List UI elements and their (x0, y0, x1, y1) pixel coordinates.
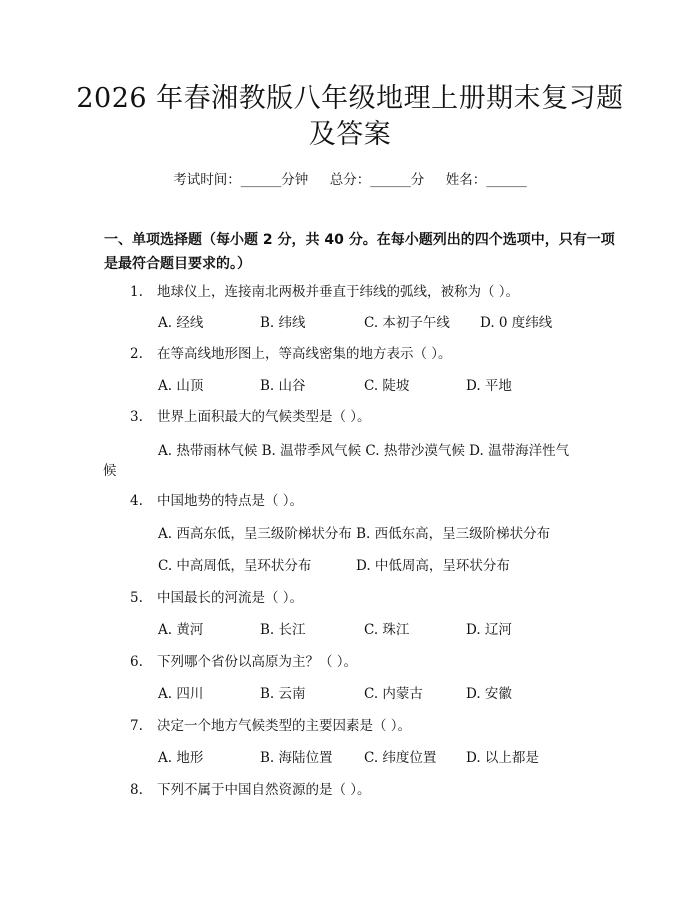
option-a: A. 黄河 (158, 622, 204, 638)
question-stem: 下列哪个省份以高原为主？（ ）。 (157, 654, 358, 670)
question-number: 6. (130, 654, 143, 670)
exam-info-line: 考试时间：______分钟 总分：______分 姓名：______ (173, 172, 527, 188)
option-d: D. 以上都是 (466, 750, 539, 766)
option-b: B. 海陆位置 (260, 750, 333, 766)
page-title-line-2: 及答案 (308, 119, 392, 150)
section-1-heading (104, 228, 615, 276)
question-stem: 在等高线地形图上，等高线密集的地方表示（ ）。 (157, 346, 452, 362)
question-number: 7. (130, 718, 143, 734)
question-number: 8. (130, 782, 143, 798)
option-a: A. 四川 (158, 686, 204, 702)
option-c: C. 中高周低，呈环状分布 (158, 558, 312, 574)
question-stem: 中国地势的特点是（ ）。 (157, 493, 304, 509)
option-d: D. 中低周高，呈环状分布 (356, 558, 510, 574)
options-line-ab: A. 西高东低，呈三级阶梯状分布 B. 西低东高，呈三级阶梯状分布 (158, 526, 551, 542)
section-1-heading-line-1: 一、单项选择题（每小题 2 分，共 40 分。在每小题列出的四个选项中，只有一项 (104, 232, 615, 248)
option-d: D. 0 度纬线 (480, 315, 553, 331)
option-b: B. 纬线 (260, 315, 306, 331)
options-line: A. 热带雨林气候 B. 温带季风气候 C. 热带沙漠气候 D. 温带海洋性气 (158, 443, 570, 459)
question-stem: 下列不属于中国自然资源的是（ ）。 (157, 782, 371, 798)
question-stem: 决定一个地方气候类型的主要因素是（ ）。 (157, 718, 412, 734)
option-c: C. 陡坡 (364, 378, 410, 394)
option-b: B. 云南 (260, 686, 306, 702)
option-c: C. 本初子午线 (364, 315, 450, 331)
question-stem: 中国最长的河流是（ ）。 (157, 590, 304, 606)
option-a: A. 山顶 (158, 378, 204, 394)
question-stem: 世界上面积最大的气候类型是（ ）。 (157, 409, 371, 425)
option-c: C. 珠江 (364, 622, 410, 638)
option-b: B. 山谷 (260, 378, 306, 394)
option-d: D. 平地 (466, 378, 512, 394)
options-wrap: 候 (103, 463, 117, 479)
question-number: 4. (130, 493, 143, 509)
question-number: 1. (130, 284, 143, 300)
question-number: 2. (130, 346, 143, 362)
option-a: A. 经线 (158, 315, 204, 331)
page-title-line-1: 2026 年春湘教版八年级地理上册期末复习题 (76, 83, 624, 114)
question-number: 5. (130, 590, 143, 606)
option-d: D. 辽河 (466, 622, 512, 638)
section-1-heading-line-2: 是最符合题目要求的。） (104, 256, 251, 272)
option-b: B. 长江 (260, 622, 306, 638)
option-d: D. 安徽 (466, 686, 512, 702)
option-a: A. 地形 (158, 750, 204, 766)
question-number: 3. (130, 409, 143, 425)
option-c: C. 纬度位置 (364, 750, 437, 766)
option-c: C. 内蒙古 (364, 686, 423, 702)
question-stem: 地球仪上，连接南北两极并垂直于纬线的弧线，被称为（ ）。 (157, 284, 520, 300)
